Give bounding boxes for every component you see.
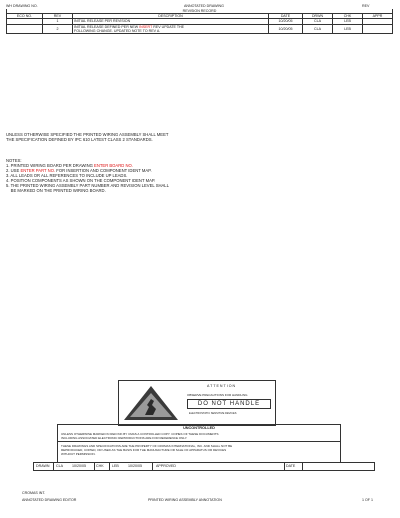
notes-title: NOTES:	[6, 158, 22, 163]
uncontrolled-title: UNCONTROLLED	[183, 426, 215, 430]
col-header-rev: REV	[43, 14, 73, 19]
cell-date: 10/20/05	[269, 19, 303, 24]
cell-drawn: CLA	[303, 24, 333, 33]
description-text: INITIAL RELEASE DEFINED PER NEW	[74, 24, 139, 29]
note-item: 5. THE PRINTED WIRING ASSEMBLY PART NUMBER AND REVISION LEVEL SHALL	[6, 183, 169, 188]
document-title: ANNOTATED DRAWING	[184, 4, 224, 8]
notes-section	[6, 158, 386, 193]
revision-label: REV	[362, 4, 370, 8]
uncontrolled-line: UNLESS OTHERWISE MARKED IN RED INK BY CMAS A CONTROLLED COPY. COPIES OF THESE DOCUMENTS	[61, 432, 219, 436]
cell-date: 10/20/05	[269, 24, 303, 33]
description-red-text: INSERT	[139, 24, 153, 29]
divider	[58, 441, 340, 442]
description-text-line2: FOLLOWING CHANGE. UPDATED NOTE TO REV A.	[74, 28, 161, 33]
spec-line-2: THE SPECIFICATION DEFINED BY IPC 610 LATEST CLASS 2 STANDARDS.	[6, 137, 153, 142]
do-not-handle-text: DO NOT HANDLE	[187, 399, 271, 409]
cell-checked: LEB	[333, 19, 363, 24]
cell-drawn: CLA	[303, 19, 333, 24]
cell-checked: LEB	[333, 24, 363, 33]
col-header-drawn: DRWN	[303, 14, 333, 19]
company-name: CROMAS INT.	[22, 491, 46, 495]
note-item: BE MARKED ON THE PRINTED WIRING BOARD.	[6, 188, 106, 193]
sheet-number: 1 OF 1	[362, 498, 373, 502]
esd-warning-icon	[123, 385, 179, 421]
note-item: 1. PRINTED WIRING BOARD PER DRAWING ENTER BOARD NO.	[6, 163, 133, 168]
spec-paragraph	[6, 132, 386, 142]
cell-description	[73, 24, 269, 33]
note-item: 4. POSITION COMPONENTS AS SHOWN ON THE COMPONENT IDENT MAP.	[6, 178, 156, 183]
col-header-eco: ECO NO.	[7, 14, 43, 19]
uncontrolled-notice	[57, 424, 341, 463]
esd-warning-box	[118, 380, 276, 426]
property-line: THESE DRAWINGS AND SPECIFICATIONS ARE THE PROPERTY OF CROMAS INTERNATIONAL, INC. AND SHALL NOT BE	[61, 444, 233, 448]
title-block-bar	[33, 462, 375, 471]
cell-rev: 2	[43, 24, 73, 33]
drawn-date: 10/20/05	[72, 464, 86, 468]
col-header-description: DESCRIPTION	[73, 14, 269, 19]
cell-approved	[363, 24, 393, 33]
drawing-description: PRINTED WIRING ASSEMBLY ANNOTATION	[148, 498, 222, 502]
date-label: DATE	[286, 464, 296, 468]
checked-date: 10/20/05	[128, 464, 142, 468]
uncontrolled-line: INCLUDING ASSOCIATED ELECTRONIC REPRODUCTIONS ARE FOR REFERENCE ONLY.	[61, 436, 188, 440]
table-row	[7, 24, 393, 33]
cell-description: INITIAL RELEASE PER REVISION	[73, 19, 269, 24]
esd-attention-text: ATTENTION	[207, 384, 237, 388]
drawn-by: CLA	[56, 464, 63, 468]
col-header-checked: CHK	[333, 14, 363, 19]
description-text-tail: REV UPDATE THE	[153, 24, 185, 29]
approved-label: APPROVED	[156, 464, 176, 468]
col-header-approved: APPR	[363, 14, 393, 19]
drawing-number-label: WH DRAWING NO.	[6, 4, 38, 8]
property-line: WITHOUT PERMISSION.	[61, 452, 96, 456]
cell-rev: 1	[43, 19, 73, 24]
drawn-label: DRAWN	[36, 464, 50, 468]
editor-name: ANNOTATED DRAWING EDITOR	[22, 498, 77, 502]
esd-precaution-text: OBSERVE PRECAUTIONS FOR HANDLING	[187, 393, 248, 397]
revision-table-title: REVISION RECORD	[7, 9, 393, 14]
cell-eco	[7, 24, 43, 33]
col-header-date: DATE	[269, 14, 303, 19]
checked-by: LEB	[112, 464, 119, 468]
spec-line-1: UNLESS OTHERWISE SPECIFIED THE PRINTED WIRING ASSEMBLY SHALL MEET	[6, 132, 169, 137]
checked-label: CHK	[96, 464, 104, 468]
esd-device-text: ELECTROSTATIC SENSITIVE DEVICES	[189, 412, 237, 415]
revision-table	[6, 9, 393, 34]
note-item: 3. ALL LEADS OR ALL REFERENCES TO INCLUDE UP LEADS.	[6, 173, 128, 178]
note-item: 2. USE ENTER PART NO. FOR INSERTION AND COMPONENT IDENT MAP.	[6, 168, 152, 173]
property-line: REPRODUCED, COPIED, OR USED AS THE BASIS FOR THE MANUFACTURE OR SALE OF APPARATUS OR DEVICES	[61, 448, 227, 452]
